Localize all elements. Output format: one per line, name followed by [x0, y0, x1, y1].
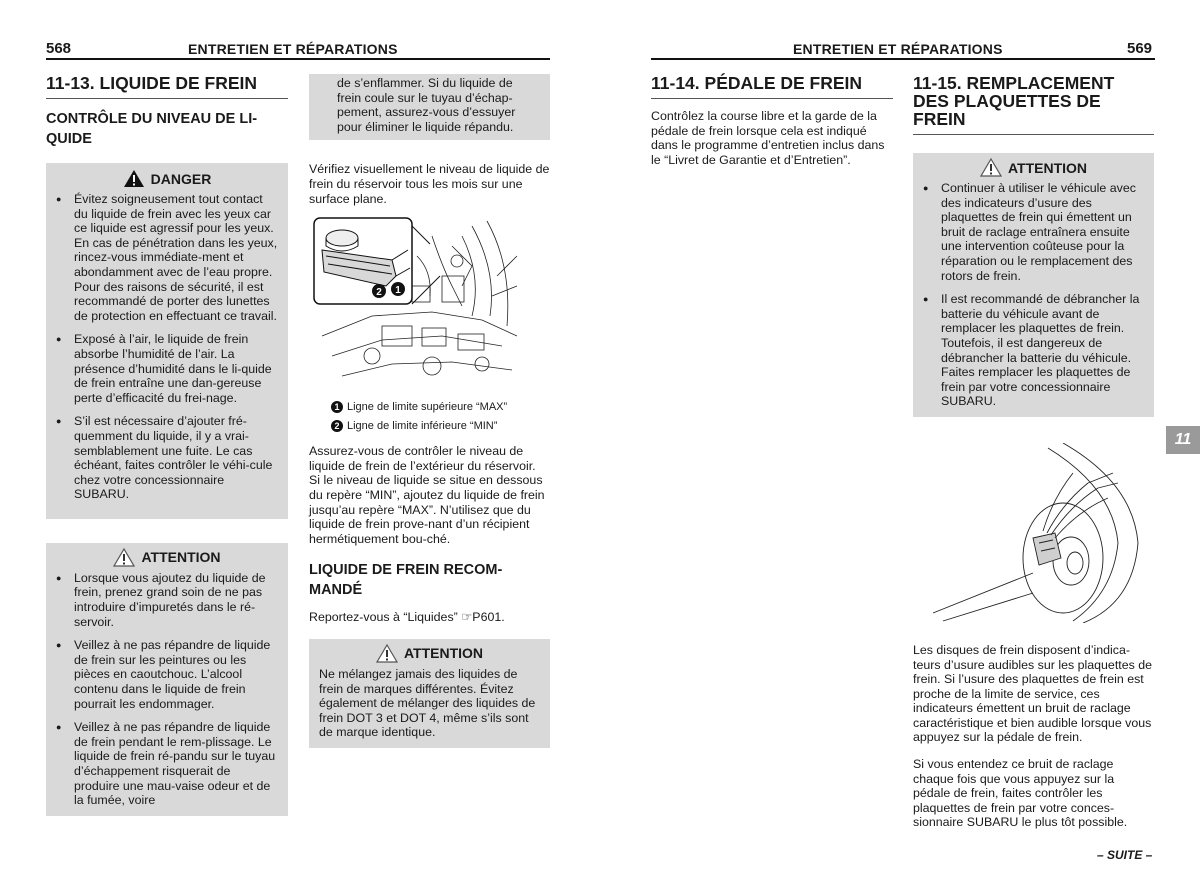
para-brake-pedal: Contrôlez la course libre et la garde de la pédale de frein lorsque cela est indiqué dans le programme d’entretien inclus dans le “Livret de Garantie et d’Entretien”. [651, 109, 885, 167]
right-column-2 [913, 74, 1154, 842]
left-column-1 [46, 74, 288, 816]
caption-max [331, 400, 550, 415]
caption-min [331, 419, 550, 434]
attention-item-battery: ● Il est recommandé de débrancher la batterie du véhicule avant de remplacer les plaquettes de frein. Toutefois, il est dangereux de débrancher la batterie du véhicule. Faites remplacer les plaquettes de frein par votre concessionnaire SUBARU. [923, 292, 1144, 409]
danger-box [46, 163, 288, 519]
right-page-number: 569 [1127, 40, 1153, 57]
right-column-1 [651, 74, 893, 179]
para-scraping-noise: Si vous entendez ce bruit de raclage chaque fois que vous appuyez sur la pédale de frein, faites contrôler les plaquettes de frein par votre conces-sionnaire SUBARU le plus tôt possible. [913, 757, 1128, 830]
left-header-rule [46, 58, 550, 60]
attention-box-left-title [56, 548, 278, 567]
attention-item-impurities: ● Lorsque vous ajoutez du liquide de frein, prenez grand soin de ne pas introduire d’impuretés dans le ré-servoir. [56, 571, 278, 629]
attention-mixing-text: Ne mélangez jamais des liquides de frein de marques différentes. Évitez également de mélanger des liquides de frein DOT 3 et DOT 4, même s’ils sont de marque identique. [319, 666, 536, 740]
attention-title-text: ATTENTION [141, 549, 221, 566]
attention-list-right [923, 181, 1144, 409]
danger-title-text: DANGER [150, 170, 212, 187]
attention-warning-icon [113, 548, 135, 567]
section-title-brake-pads: 11-15. REMPLACEMENT DES PLAQUETTES DE FREIN [913, 73, 1115, 129]
callout-1-label: 1 [395, 285, 401, 297]
attention-box-mixing [309, 639, 550, 748]
attention-box-right [913, 153, 1154, 417]
caption-max-number: 1 [331, 401, 343, 413]
subsection-title-recommended: LIQUIDE DE FREIN RECOM-MANDÉ [309, 562, 503, 599]
caption-min-number: 2 [331, 420, 343, 432]
danger-item-humidity: ● Exposé à l’air, le liquide de frein absorbe l’humidité de l’air. La présence d’humidité dans le li-quide de frein entraîne une dan-gereuse perte d’efficacité du frei-nage. [56, 332, 278, 405]
attention-box-left [46, 543, 288, 816]
attention-warning-icon [980, 158, 1002, 177]
callout-2-label: 2 [376, 287, 382, 299]
caption-min-text: Ligne de limite inférieure “MIN” [347, 420, 498, 433]
section-b-title-rule [913, 134, 1154, 135]
attention-mixing-title-text: ATTENTION [403, 645, 484, 662]
danger-list [56, 192, 278, 502]
subsection-title-level-check: CONTRÔLE DU NIVEAU DE LI-QUIDE [46, 111, 258, 147]
danger-box-title [56, 169, 278, 188]
attention-box-continued [309, 74, 550, 140]
para-wear-indicators: Les disques de frein disposent d’indica-teurs d’usure audibles sur les plaquettes de frein. Si l’usure des plaquettes de frein est proche de la limite de service, ces indicateurs émettent un bruit de raclage caractéristique et bien audible lorsque vous appuyez sur la pédale de frein. [913, 642, 1153, 745]
attention-box-mixing-title [319, 644, 540, 663]
danger-warning-icon [123, 169, 145, 188]
attention-list-left [56, 571, 278, 808]
chapter-tab: 11 [1166, 426, 1200, 454]
left-page-number: 568 [46, 40, 72, 57]
para-visual-check: Vérifiez visuellement le niveau de liquide de frein du réservoir tous les mois sur une surface plane. [309, 162, 550, 206]
para-refer-liquids: Reportez-vous à “Liquides” ☞P601. [309, 610, 505, 625]
attention-item-spill: ● Veillez à ne pas répandre de liquide de frein pendant le rem-plissage. Le liquide de frein ré-pandu sur le tuyau d’échappement risquerait de produire une mau-vaise odeur et de la fumée, voire [56, 720, 278, 808]
section-a-title-rule [651, 98, 893, 99]
right-running-head: ENTRETIEN ET RÉPARATIONS [793, 41, 1003, 57]
danger-item-eyes: ● Évitez soigneusement tout contact du liquide de frein avec les yeux car ce liquide est agressif pour les yeux. En cas de pénétration dans les yeux, rincez-vous immédiate-ment et abondamment avec de l’eau propre. Pour des raisons de sécurité, il est recommandé de porter des lunettes de protection en effectuant ce travail. [56, 192, 278, 323]
attention-right-title-text: ATTENTION [1007, 159, 1088, 176]
continued-marker: – SUITE – [1097, 848, 1153, 862]
danger-item-leak: ● S’il est nécessaire d’ajouter fré-quemment du liquide, il y a vrai-semblablement une fuite. Le cas échéant, faites contrôler le véhi-cule chez votre concessionnaire SUBARU. [56, 414, 278, 502]
attention-warning-icon [376, 644, 398, 663]
section-title-brake-pedal: 11-14. PÉDALE DE FREIN [651, 73, 863, 93]
caption-max-text: Ligne de limite supérieure “MAX” [347, 401, 508, 414]
attention-item-paint: ● Veillez à ne pas répandre de liquide de frein sur les peintures ou les pièces en caoutchouc. L’alcool contenu dans le liquide de frein pourrait les endommager. [56, 638, 278, 711]
right-header-rule [651, 58, 1155, 60]
section-title-rule [46, 98, 288, 99]
attention-continuation-text: de s’enflammer. Si du liquide de frein coule sur le tuyau d’échap-pement, assurez-vous d’essuyer pour éliminer le liquide répandu. [337, 76, 516, 134]
para-check-outside: Assurez-vous de contrôler le niveau de liquide de frein de l’extérieur du réservoir. Si le niveau de liquide se situe en dessous du repère “MIN”, ajoutez du liquide de frein jusqu’au repère “MAX”. N’utilisez que du liquide de frein prove-nant d’un récipient hermétiquement bou-ché. [309, 444, 545, 546]
left-running-head: ENTRETIEN ET RÉPARATIONS [188, 41, 398, 57]
left-column-2 [309, 74, 550, 748]
attention-item-rotor-cost: ● Continuer à utiliser le véhicule avec des indicateurs d’usure des plaquettes de frein qui émettent un bruit de raclage entraînera ensuite une intervention coûteuse pour la réparation ou le remplacement des rotors de frein. [923, 181, 1144, 283]
brake-disc-figure [913, 443, 1153, 623]
reservoir-figure [312, 216, 522, 392]
attention-box-right-title [923, 158, 1144, 177]
section-title-brake-fluid: 11-13. LIQUIDE DE FREIN [46, 73, 258, 93]
